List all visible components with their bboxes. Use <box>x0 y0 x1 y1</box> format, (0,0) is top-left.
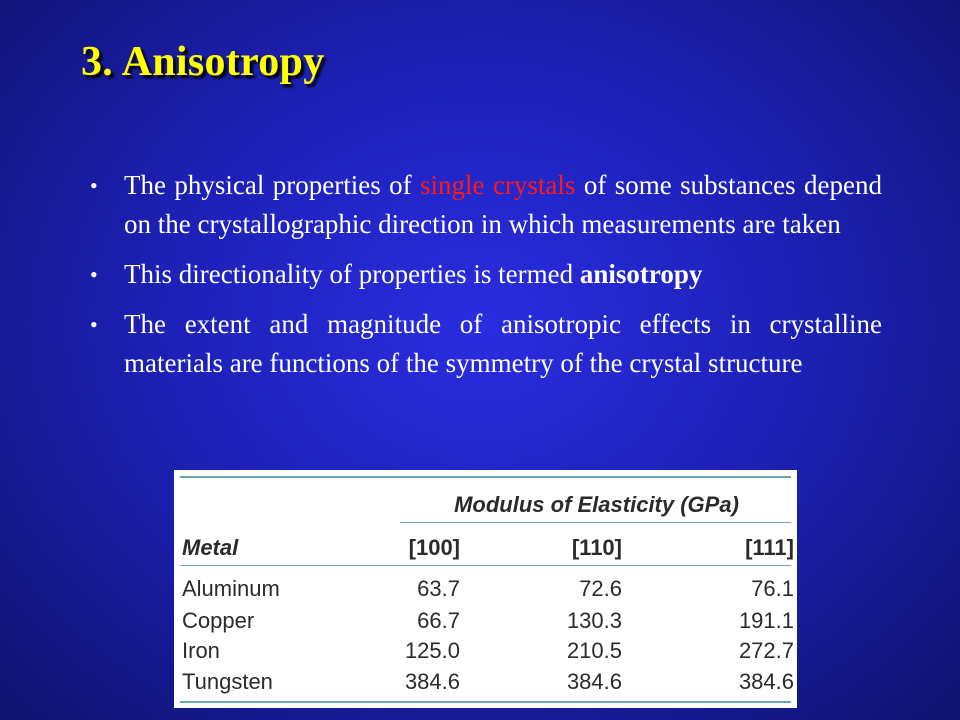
bullet-item <box>90 255 882 294</box>
cell-value: 72.6 <box>579 576 622 601</box>
elasticity-table <box>174 470 797 708</box>
bullet-list <box>90 166 882 394</box>
cell-value: 384.6 <box>404 669 460 694</box>
cell-metal: Iron <box>182 638 220 663</box>
cell-metal: Copper <box>182 608 255 633</box>
cell-value: 191.1 <box>738 608 794 633</box>
column-header-100: [100] <box>408 535 460 560</box>
cell-value: 384.6 <box>566 669 622 694</box>
bullet-text: This directionality of properties is termed <box>124 259 580 289</box>
bullet-marker: • <box>90 312 98 337</box>
bullet-text: The extent and magnitude of anisotropic effects in crystalline materials are functions of the symmetry of the crystal structure <box>124 309 882 378</box>
table-spanner-header: Modulus of Elasticity (GPa) <box>454 492 739 517</box>
table-rule <box>400 522 791 523</box>
cell-value: 130.3 <box>566 608 622 633</box>
table-row <box>174 638 797 669</box>
column-header-metal: Metal <box>182 535 239 560</box>
cell-metal: Aluminum <box>182 576 280 601</box>
column-header-110: [110] <box>571 535 622 560</box>
table-rule <box>180 565 791 566</box>
table-rule <box>180 701 791 703</box>
bullet-item <box>90 305 882 383</box>
cell-value: 63.7 <box>417 576 460 601</box>
cell-value: 125.0 <box>404 638 460 663</box>
bullet-item <box>90 166 882 244</box>
bullet-marker: • <box>90 173 98 198</box>
slide-title: 3. Anisotropy <box>81 39 325 85</box>
cell-value: 210.5 <box>566 638 622 663</box>
column-header-111: [111] <box>745 535 794 560</box>
cell-metal: Tungsten <box>182 669 273 694</box>
highlighted-term: single crystals <box>420 170 576 200</box>
bullet-marker: • <box>90 262 98 287</box>
cell-value: 66.7 <box>417 608 460 633</box>
bullet-text: of some substances depend on the crystallographic direction in which measurements are taken <box>124 170 882 239</box>
table-row <box>174 608 797 639</box>
table-row <box>174 669 797 700</box>
cell-value: 384.6 <box>738 669 794 694</box>
table-row <box>174 576 797 607</box>
cell-value: 272.7 <box>738 638 794 663</box>
bullet-text: The physical properties of <box>124 170 421 200</box>
table-rule <box>180 476 791 478</box>
cell-value: 76.1 <box>751 576 794 601</box>
bold-term: anisotropy <box>579 259 703 289</box>
